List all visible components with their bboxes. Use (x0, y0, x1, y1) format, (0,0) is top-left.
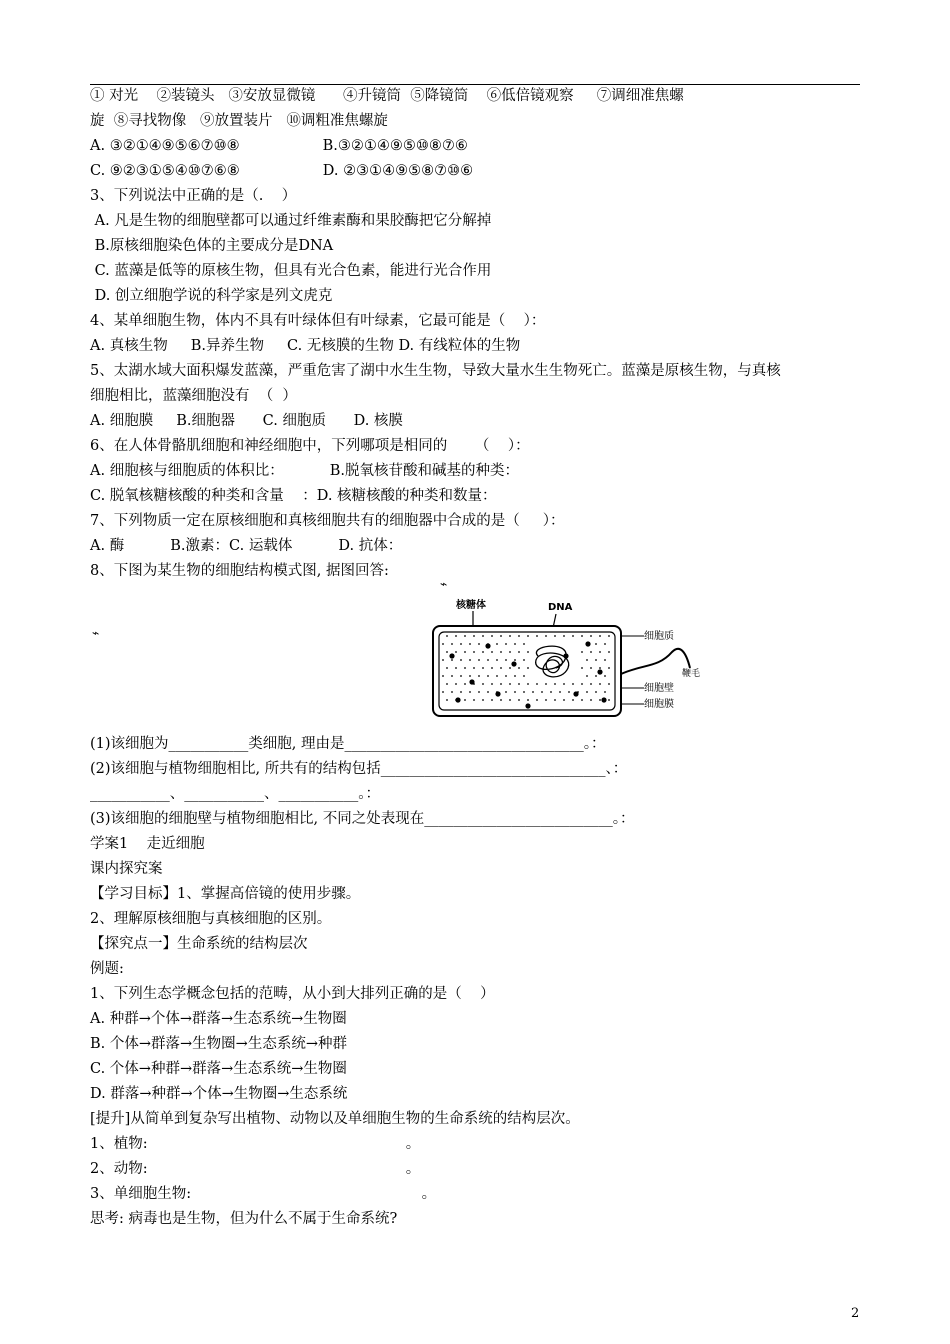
flagellum (621, 649, 690, 674)
text-line: A. 细胞核与细胞质的体积比： B.脱氧核苷酸和碱基的种类： (90, 463, 520, 479)
text-line: 3、单细胞生物: 。 (90, 1186, 437, 1202)
text-line: 4、某单细胞生物，体内不具有叶绿体但有叶绿素，它最可能是（ ）： (90, 313, 546, 329)
text-line: (1)该细胞为___________类细胞, 理由是_________________________________。： (90, 736, 606, 752)
text-line: 5、太湖水域大面积爆发蓝藻，严重危害了湖中水生生物，导致大量水生生物死亡。蓝藻是原核生物，与真核 (90, 363, 781, 379)
text-line: 7、下列物质一定在原核细胞和真核细胞共有的细胞器中合成的是（ ）： (90, 513, 565, 529)
text-line: C. 个体→种群→群落→生态系统→生物圈 (90, 1061, 347, 1077)
text-line: 【学习目标】1、掌握高倍镜的使用步骤。 (90, 886, 361, 902)
text-line: 细胞相比，蓝藻细胞没有 （ ） (90, 388, 297, 404)
cell-structure-diagram (428, 596, 728, 722)
header-rule (90, 84, 860, 85)
text-line: 2、理解原核细胞与真核细胞的区别。 (90, 911, 332, 927)
text-line: 思考: 病毒也是生物，但为什么不属于生命系统? (90, 1211, 398, 1227)
label-flagellum: 鞭毛 (682, 669, 701, 679)
text-line: 1、下列生态学概念包括的范畴，从小到大排列正确的是（ ） (90, 986, 495, 1002)
text-line: A. 细胞膜 B.细胞器 C. 细胞质 D. 核膜 (90, 413, 403, 429)
text-line: 3、下列说法中正确的是（. ） (90, 188, 297, 204)
label-cytoplasm: 细胞质 (644, 631, 674, 642)
text-line: A. ③②①④⑨⑤⑥⑦⑩⑧ B.③②①④⑨⑤⑩⑧⑦⑥ (90, 138, 468, 154)
label-cell-membrane: 细胞膜 (644, 699, 674, 710)
text-line: C. ⑨②③①⑤④⑩⑦⑥⑧ D. ②③①④⑨⑤⑧⑦⑩⑥ (90, 163, 474, 179)
text-line: A. 种群→个体→群落→生态系统→生物圈 (90, 1011, 347, 1027)
text-line: A. 凡是生物的细胞壁都可以通过纤维素酶和果胶酶把它分解掉 (90, 213, 492, 229)
text-line: 2、动物: 。 (90, 1161, 421, 1177)
text-line: 例题: (90, 961, 124, 977)
text-line: ___________、___________、___________。： (90, 786, 380, 802)
text-line: [提升]从简单到复杂写出植物、动物以及单细胞生物的生命系统的结构层次。 (90, 1111, 580, 1127)
text-line: C. 蓝藻是低等的原核生物，但具有光合色素，能进行光合作用 (90, 263, 492, 279)
text-line: ① 对光 ②装镜头 ③安放显微镜 ④升镜筒 ⑤降镜筒 ⑥低倍镜观察 ⑦调细准焦螺 (90, 88, 684, 104)
text-line: 【探究点一】生命系统的结构层次 (90, 936, 308, 952)
text-line: B. 个体→群落→生物圈→生态系统→种群 (90, 1036, 347, 1052)
text-line: 旋 ⑧寻找物像 ⑨放置装片 ⑩调粗准焦螺旋 (90, 113, 388, 129)
label-ribosome: 核糖体 (456, 600, 486, 611)
text-line: A. 酶 B.激素：C. 运载体 D. 抗体： (90, 538, 403, 554)
mouse-icon: ⌁ (440, 577, 448, 591)
text-line: 1、植物: 。 (90, 1136, 421, 1152)
text-line: A. 真核生物 B.异养生物 C. 无核膜的生物 D. 有线粒体的生物 (90, 338, 521, 354)
label-cell-wall: 细胞壁 (644, 683, 674, 694)
text-line: D. 创立细胞学说的科学家是列文虎克 (90, 288, 333, 304)
text-line: (2)该细胞与植物细胞相比, 所共有的结构包括_______________________________、： (90, 761, 628, 777)
text-line: 8、下图为某生物的细胞结构模式图, 据图回答: (90, 563, 389, 579)
page-number: 2 (851, 1306, 860, 1321)
text-line: 课内探究案 (90, 861, 163, 877)
label-dna: DNA (548, 602, 573, 613)
mouse-icon: ⌁ (92, 626, 100, 640)
text-line: (3)该细胞的细胞壁与植物细胞相比, 不同之处表现在__________________________。： (90, 811, 635, 827)
text-line: D. 群落→种群→个体→生物圈→生态系统 (90, 1086, 348, 1102)
text-line: 学案1 走近细胞 (90, 836, 205, 852)
text-line: B.原核细胞染色体的主要成分是DNA (90, 238, 334, 254)
text-line: 6、在人体骨骼肌细胞和神经细胞中，下列哪项是相同的 （ ）： (90, 438, 530, 454)
text-line: C. 脱氧核糖核酸的种类和含量 ：D. 核糖核酸的种类和数量： (90, 488, 497, 504)
